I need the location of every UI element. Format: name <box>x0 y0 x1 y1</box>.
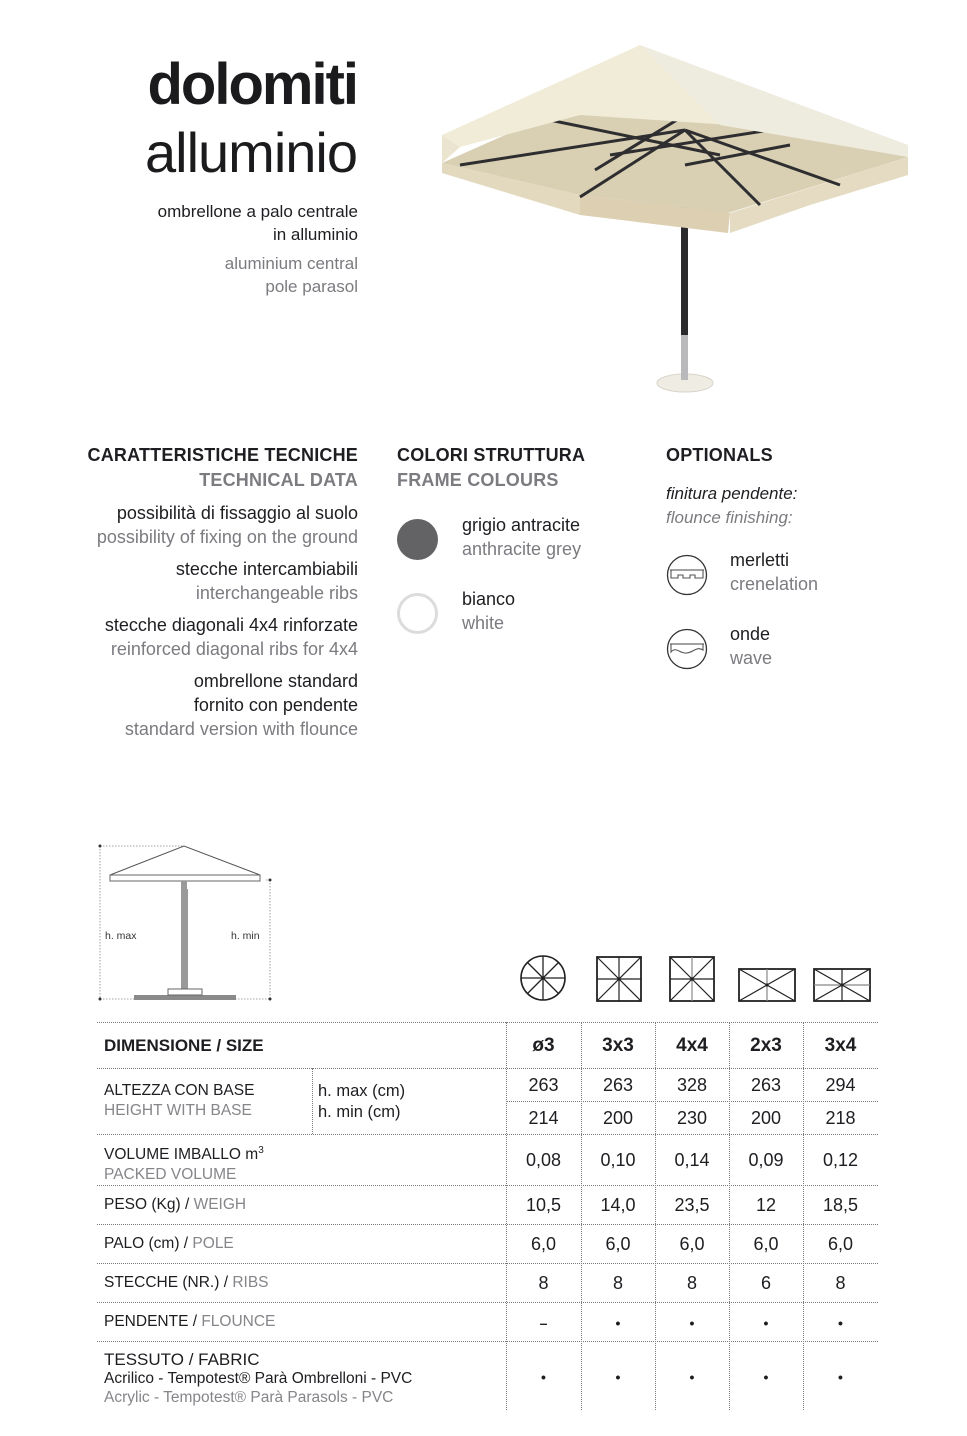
ribs-cell: 8 <box>538 1273 549 1293</box>
flounce-cell: • <box>838 1314 843 1331</box>
volume-label-it: VOLUME IMBALLO m <box>104 1146 259 1164</box>
hmax-cell: 294 <box>825 1074 856 1095</box>
height-units-label <box>318 1081 405 1123</box>
section-title: OPTIONALS <box>666 445 773 465</box>
white-swatch-icon <box>397 593 438 634</box>
colour-name-it: bianco <box>462 589 516 609</box>
volume-label <box>104 1141 264 1185</box>
diagram-label-hmin: h. min <box>231 930 260 942</box>
description-it-line: ombrellone a palo centrale <box>157 202 358 221</box>
ribs-cell: 8 <box>835 1273 846 1293</box>
diagram-label-hmax: h. max <box>105 930 137 942</box>
feature-it: stecche diagonali 4x4 rinforzate <box>104 615 358 635</box>
feature-item <box>18 501 358 549</box>
anthracite-swatch-icon <box>397 519 438 560</box>
frame-colours-section <box>397 443 647 641</box>
table-row-fabric <box>97 1341 878 1411</box>
hmin-cell: 218 <box>825 1107 856 1128</box>
height-diagram <box>96 842 276 1004</box>
optional-crenelation <box>666 550 926 602</box>
table-row-pole <box>97 1224 878 1264</box>
pole-cell: 6,0 <box>753 1234 779 1254</box>
weight-cell: 14,0 <box>600 1195 636 1215</box>
optional-name-en: crenelation <box>730 574 819 594</box>
volume-label-en: PACKED VOLUME <box>104 1166 237 1184</box>
ribs-cell: 8 <box>686 1273 697 1293</box>
wave-icon <box>666 628 708 670</box>
weight-label <box>104 1195 246 1215</box>
feature-it: fornito con pendente <box>193 695 358 715</box>
hmax-cell: 263 <box>602 1074 634 1095</box>
section-title-en: TECHNICAL DATA <box>199 470 358 490</box>
ribs-label <box>104 1273 269 1293</box>
table-row-weight <box>97 1185 878 1225</box>
colour-name-en: white <box>462 613 505 633</box>
product-description-en <box>225 252 358 298</box>
hmax-cell: 263 <box>750 1074 782 1095</box>
table-row-height <box>97 1068 878 1135</box>
hmin-cell: 230 <box>676 1107 708 1128</box>
optional-wave <box>666 624 926 676</box>
ribs-label-it: STECCHE (NR.) / <box>104 1274 233 1291</box>
pole-cell: 6,0 <box>679 1234 705 1254</box>
pole-cell: 6,0 <box>605 1234 631 1254</box>
fabric-label-title: TESSUTO / FABRIC <box>104 1350 260 1369</box>
table-row-volume <box>97 1134 878 1186</box>
fabric-label <box>104 1350 412 1407</box>
flounce-cell: • <box>763 1314 769 1331</box>
flounce-label-it: PENDENTE / <box>104 1313 202 1330</box>
square-3x3-icon <box>596 956 642 1002</box>
size-cell: 4x4 <box>676 1035 708 1056</box>
colour-name-en: anthracite grey <box>462 539 582 559</box>
square-4x4-icon <box>669 956 715 1002</box>
optionals-subhead-en: flounce finishing: <box>666 508 793 527</box>
height-label-en: HEIGHT WITH BASE <box>104 1102 252 1119</box>
section-title-it: CARATTERISTICHE TECNICHE <box>87 445 358 465</box>
hmin-cell: 200 <box>750 1107 782 1128</box>
fabric-cell: • <box>838 1368 843 1385</box>
fabric-cell: • <box>541 1368 546 1385</box>
product-title: dolomiti <box>147 52 357 117</box>
height-label-it: ALTEZZA CON BASE <box>104 1082 255 1099</box>
rect-3x4-icon <box>813 968 871 1002</box>
hmax-label: h. max (cm) <box>318 1082 406 1100</box>
size-cell: ø3 <box>532 1035 555 1056</box>
table-row-size <box>97 1022 878 1069</box>
weight-cell: 10,5 <box>525 1195 562 1215</box>
flounce-label-en: FLOUNCE <box>201 1313 276 1330</box>
size-cell: 3x4 <box>824 1035 857 1056</box>
colour-name-it: grigio antracite <box>462 515 581 535</box>
fabric-line-it: Acrilico - Tempotest® Parà Ombrelloni - PVC <box>104 1370 413 1387</box>
technical-data-section <box>18 443 358 741</box>
section-title-en: FRAME COLOURS <box>397 470 559 490</box>
ribs-cell: 8 <box>612 1273 623 1293</box>
volume-cell: 0,10 <box>600 1150 636 1170</box>
product-description-it <box>158 200 358 246</box>
pole-label-en: POLE <box>192 1235 234 1252</box>
weight-cell: 23,5 <box>674 1195 710 1215</box>
feature-it: stecche intercambiabili <box>175 559 358 579</box>
weight-cell: 18,5 <box>822 1195 859 1215</box>
volume-unit-sup: 3 <box>258 1145 264 1156</box>
fabric-cell: • <box>689 1368 695 1385</box>
hmin-cell: 200 <box>602 1107 634 1128</box>
product-subtitle: alluminio <box>145 121 357 184</box>
fabric-cell: • <box>615 1368 621 1385</box>
size-cell: 2x3 <box>750 1035 782 1056</box>
hmin-label: h. min (cm) <box>318 1103 401 1121</box>
weight-label-it: PESO (Kg) / <box>104 1196 194 1213</box>
feature-item <box>18 669 358 741</box>
crenelation-icon <box>666 554 708 596</box>
fabric-cell: • <box>763 1368 769 1385</box>
volume-cell: 0,08 <box>525 1150 562 1170</box>
table-row-flounce <box>97 1302 878 1342</box>
optional-name-it: onde <box>730 624 771 644</box>
feature-en: standard version with flounce <box>124 719 358 739</box>
colour-option-anthracite <box>397 517 647 567</box>
round-8-ribs-icon <box>520 955 566 1001</box>
hmax-cell: 263 <box>528 1074 559 1095</box>
product-photo <box>430 45 915 395</box>
hmax-cell: 328 <box>676 1074 708 1095</box>
colour-option-white <box>397 591 647 641</box>
size-header-label: DIMENSIONE / SIZE <box>104 1036 264 1055</box>
volume-cell: 0,12 <box>822 1150 859 1170</box>
flounce-cell: • <box>689 1314 695 1331</box>
feature-en: reinforced diagonal ribs for 4x4 <box>110 639 358 659</box>
flounce-cell: – <box>539 1314 548 1331</box>
hmin-cell: 214 <box>528 1107 559 1128</box>
ribs-label-en: RIBS <box>232 1274 269 1291</box>
feature-en: interchangeable ribs <box>195 583 358 603</box>
flounce-label <box>104 1312 275 1332</box>
ribs-cell: 6 <box>760 1273 771 1293</box>
weight-label-en: WEIGH <box>193 1196 247 1213</box>
height-label <box>104 1081 254 1121</box>
rect-2x3-icon <box>738 968 796 1002</box>
description-it-line: in alluminio <box>272 225 358 244</box>
pole-label <box>104 1234 234 1254</box>
flounce-cell: • <box>615 1314 621 1331</box>
pole-label-it: PALO (cm) / <box>104 1235 193 1252</box>
optional-name-en: wave <box>730 648 773 668</box>
feature-it: possibilità di fissaggio al suolo <box>116 503 358 523</box>
weight-cell: 12 <box>755 1195 777 1215</box>
fabric-line-en: Acrylic - Tempotest® Parà Parasols - PVC <box>104 1389 394 1406</box>
volume-cell: 0,09 <box>748 1150 784 1170</box>
feature-it: ombrellone standard <box>193 671 358 691</box>
section-title-it: COLORI STRUTTURA <box>397 445 586 465</box>
description-en-line: pole parasol <box>265 277 358 296</box>
table-row-ribs <box>97 1263 878 1303</box>
optionals-section <box>666 443 926 676</box>
optionals-subhead-it: finitura pendente: <box>666 484 798 503</box>
optional-name-it: merletti <box>730 550 790 570</box>
pole-cell: 6,0 <box>530 1234 557 1254</box>
pole-cell: 6,0 <box>827 1234 854 1254</box>
spec-table <box>97 1022 878 1412</box>
feature-en: possibility of fixing on the ground <box>96 527 358 547</box>
description-en-line: aluminium central <box>224 254 358 273</box>
size-cell: 3x3 <box>602 1035 634 1056</box>
feature-item <box>18 613 358 661</box>
volume-cell: 0,14 <box>674 1150 710 1170</box>
feature-item <box>18 557 358 605</box>
